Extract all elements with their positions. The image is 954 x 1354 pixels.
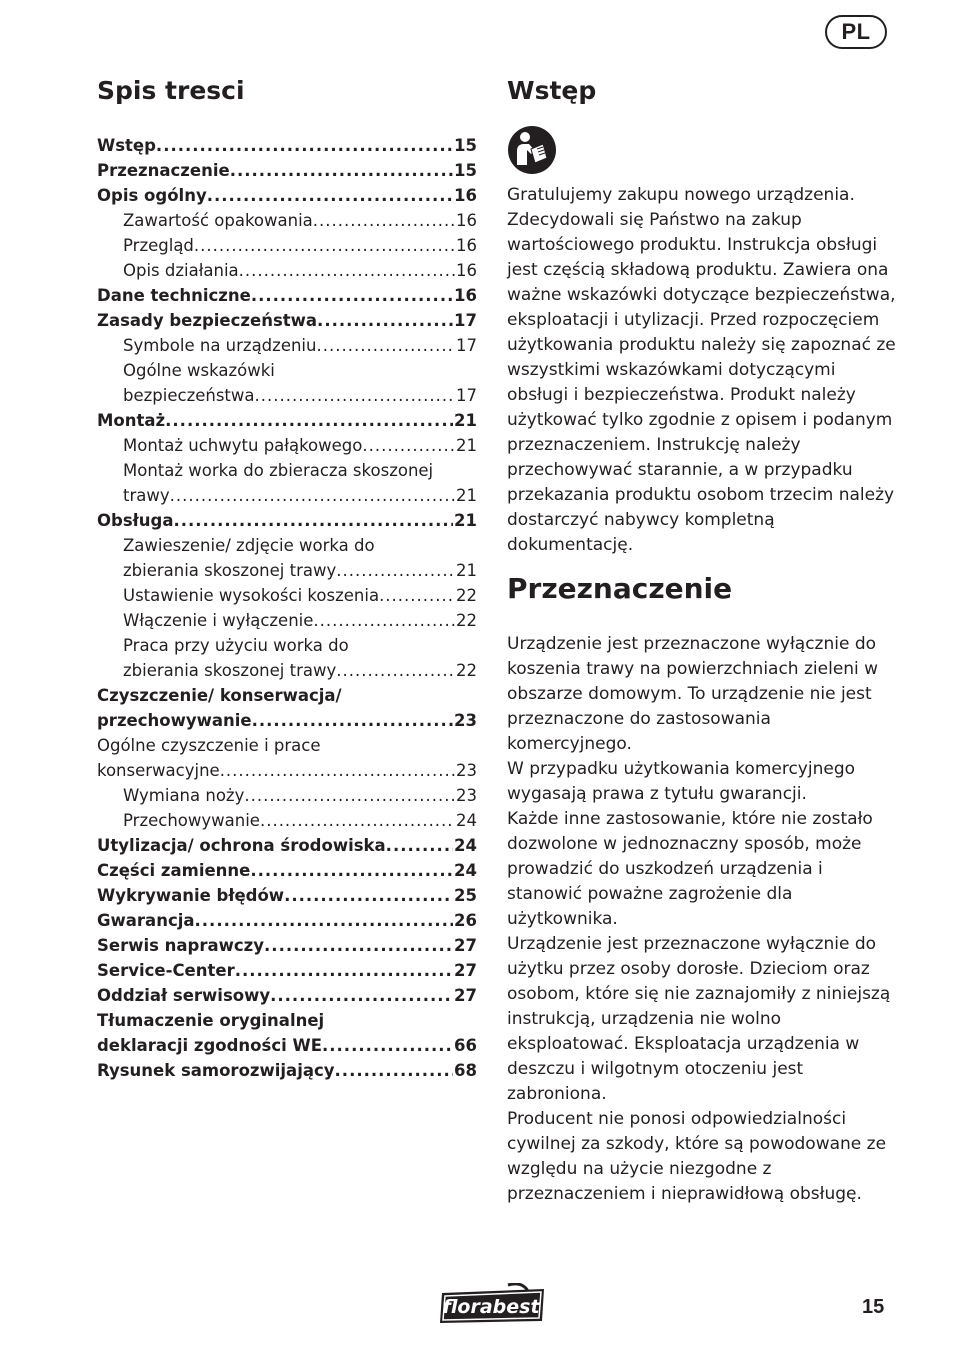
toc-entry-page: 24: [454, 861, 477, 880]
toc-entry-label: Montaż uchwytu pałąkowego: [123, 436, 363, 455]
toc-entry-label: Wymiana noży: [123, 786, 245, 805]
toc-entry-page: 21: [456, 561, 477, 580]
toc-leader-dots: [386, 833, 453, 858]
toc-leader-dots: [244, 783, 455, 808]
toc-entry-label: Tłumaczenie oryginalnej: [97, 1011, 325, 1030]
toc-leader-dots: [251, 283, 453, 308]
toc-title: Spis tresci: [97, 76, 245, 105]
toc-entry: [97, 508, 477, 533]
toc-entry-page: 21: [456, 436, 477, 455]
toc-entry-label: Ogólne wskazówki: [123, 361, 275, 380]
toc-entry-label: Włączenie i wyłączenie: [123, 611, 314, 630]
toc-leader-dots: [239, 258, 455, 283]
toc-leader-dots: [250, 858, 453, 883]
toc-leader-dots: [260, 808, 455, 833]
toc-entry: [97, 333, 477, 358]
toc-leader-dots: [264, 933, 453, 958]
table-of-contents: [97, 133, 477, 1083]
toc-entry-page: 21: [454, 511, 477, 530]
toc-entry-label: trawy: [123, 486, 170, 505]
toc-leader-dots: [235, 958, 453, 983]
toc-entry-label: Praca przy użyciu worka do: [123, 636, 349, 655]
read-manual-icon: [507, 125, 557, 175]
toc-entry: [97, 583, 477, 608]
toc-leader-dots: [173, 508, 453, 533]
toc-entry-page: 26: [454, 911, 477, 930]
purpose-paragraph: Urządzenie jest przeznaczone wyłącznie do użytku przez osoby dorosłe. Dzieciom oraz osobom, które się nie zaznajomiły z niniejszą instrukcją, urządzenia nie wolno eksploatować. Eksploatacja urządzenia w deszczu i wilgotnym otoczeniu jest zabroniona.: [507, 934, 891, 1104]
toc-entry-label: zbierania skoszonej trawy: [123, 661, 337, 680]
toc-entry: [97, 433, 477, 458]
intro-title: Wstęp: [507, 76, 597, 105]
toc-leader-dots: [335, 1058, 454, 1083]
toc-entry-page: 17: [456, 336, 477, 355]
toc-entry-label: Ustawienie wysokości koszenia: [123, 586, 380, 605]
toc-entry-page: 68: [454, 1061, 477, 1080]
toc-entry-page: 23: [456, 786, 477, 805]
toc-entry-label: Dane techniczne: [97, 286, 251, 305]
toc-entry: [97, 308, 477, 333]
toc-entry-label: Symbole na urządzeniu: [123, 336, 317, 355]
toc-entry: [97, 658, 477, 683]
toc-entry-label: Wstęp: [97, 136, 156, 155]
toc-entry: [97, 683, 477, 708]
toc-entry-page: 16: [456, 211, 477, 230]
toc-entry-label: Opis działania: [123, 261, 239, 280]
toc-entry: [97, 908, 477, 933]
toc-entry: [97, 983, 477, 1008]
toc-entry: [97, 1058, 477, 1083]
toc-entry-page: 27: [454, 961, 477, 980]
toc-entry: [97, 283, 477, 308]
toc-entry-page: 15: [454, 136, 477, 155]
toc-entry-page: 17: [454, 311, 477, 330]
toc-entry-label: Serwis naprawczy: [97, 936, 265, 955]
toc-leader-dots: [156, 133, 453, 158]
toc-leader-dots: [207, 183, 453, 208]
purpose-title: Przeznaczenie: [507, 572, 733, 605]
toc-entry-label: Gwarancja: [97, 911, 195, 930]
toc-entry: [97, 133, 477, 158]
toc-entry-label: Utylizacja/ ochrona środowiska: [97, 836, 386, 855]
toc-entry: [97, 883, 477, 908]
toc-entry-label: bezpieczeństwa: [123, 386, 255, 405]
toc-entry-page: 24: [456, 811, 477, 830]
toc-entry-page: 16: [454, 186, 477, 205]
toc-entry-page: 22: [456, 661, 477, 680]
toc-entry: [97, 483, 477, 508]
toc-entry-page: 16: [454, 286, 477, 305]
toc-entry: [97, 158, 477, 183]
toc-entry: [97, 733, 477, 758]
toc-entry-page: 22: [456, 586, 477, 605]
toc-entry-page: 17: [456, 386, 477, 405]
toc-leader-dots: [313, 608, 455, 633]
toc-entry: [97, 783, 477, 808]
toc-entry-label: Zasady bezpieczeństwa: [97, 311, 318, 330]
toc-entry-label: Obsługa: [97, 511, 174, 530]
toc-entry: [97, 258, 477, 283]
purpose-paragraph: Producent nie ponosi odpowiedzialności cywilnej za szkody, które są powodowane ze względu na użycie niezgodne z przeznaczeniem i nieprawidłową obsługę.: [507, 1109, 887, 1204]
toc-entry-label: konserwacyjne: [97, 761, 220, 780]
svg-text:florabest: florabest: [442, 1296, 540, 1318]
toc-entry-label: Przeznaczenie: [97, 161, 230, 180]
toc-entry-label: Rysunek samorozwijający: [97, 1061, 335, 1080]
toc-entry: [97, 558, 477, 583]
toc-entry-page: 25: [454, 886, 477, 905]
toc-entry-label: Zawartość opakowania: [123, 211, 313, 230]
toc-entry: [97, 758, 477, 783]
toc-entry-page: 16: [456, 236, 477, 255]
toc-leader-dots: [362, 433, 455, 458]
toc-entry-label: deklaracji zgodności WE: [97, 1036, 322, 1055]
toc-entry: [97, 233, 477, 258]
toc-entry-page: 15: [454, 161, 477, 180]
toc-leader-dots: [230, 158, 453, 183]
toc-entry-label: zbierania skoszonej trawy: [123, 561, 337, 580]
toc-entry: [97, 358, 477, 383]
toc-entry: [97, 458, 477, 483]
toc-entry-page: 24: [454, 836, 477, 855]
toc-entry: [97, 958, 477, 983]
toc-leader-dots: [220, 758, 455, 783]
purpose-paragraph: Każde inne zastosowanie, które nie zostało dozwolone w jednoznaczny sposób, może prowadzić do uszkodzeń urządzenia i stanowić poważne zagrożenie dla użytkownika.: [507, 809, 873, 929]
toc-entry-label: Czyszczenie/ konserwacja/: [97, 686, 342, 705]
florabest-logo: [438, 1283, 548, 1325]
toc-leader-dots: [270, 983, 453, 1008]
toc-leader-dots: [252, 708, 453, 733]
toc-entry: [97, 708, 477, 733]
toc-entry-label: Service-Center: [97, 961, 235, 980]
toc-entry-label: Ogólne czyszczenie i prace: [97, 736, 321, 755]
purpose-paragraph: W przypadku użytkowania komercyjnego wygasają prawa z tytułu gwarancji.: [507, 759, 856, 804]
toc-leader-dots: [322, 1033, 453, 1058]
toc-entry-label: Montaż worka do zbieracza skoszonej: [123, 461, 434, 480]
toc-leader-dots: [165, 408, 453, 433]
page-number: 15: [862, 1296, 885, 1318]
toc-entry: [97, 933, 477, 958]
toc-entry-page: 27: [454, 936, 477, 955]
toc-entry: [97, 1033, 477, 1058]
toc-entry-page: 16: [456, 261, 477, 280]
toc-entry: [97, 408, 477, 433]
toc-leader-dots: [379, 583, 455, 608]
toc-leader-dots: [170, 483, 455, 508]
toc-leader-dots: [313, 208, 455, 233]
toc-entry-label: przechowywanie: [97, 711, 252, 730]
toc-entry: [97, 383, 477, 408]
toc-leader-dots: [317, 308, 453, 333]
toc-entry-label: Oddział serwisowy: [97, 986, 271, 1005]
toc-leader-dots: [336, 558, 455, 583]
toc-entry: [97, 858, 477, 883]
toc-entry-page: 23: [456, 761, 477, 780]
toc-entry: [97, 808, 477, 833]
purpose-paragraph: Urządzenie jest przeznaczone wyłącznie do koszenia trawy na powierzchniach zieleni w obszarze domowym. To urządzenie nie jest przeznaczone do zastosowania komercyjnego.: [507, 634, 879, 754]
language-badge: PL: [825, 15, 887, 49]
toc-leader-dots: [195, 908, 454, 933]
toc-entry: [97, 1008, 477, 1033]
toc-entry-label: Opis ogólny: [97, 186, 207, 205]
toc-entry-page: 21: [454, 411, 477, 430]
intro-text: [507, 183, 897, 558]
toc-leader-dots: [284, 883, 453, 908]
toc-entry: [97, 533, 477, 558]
toc-leader-dots: [336, 658, 455, 683]
toc-leader-dots: [316, 333, 455, 358]
intro-paragraph: Gratulujemy zakupu nowego urządzenia. Zdecydowali się Państwo na zakup wartościowego produktu. Instrukcja obsługi jest częścią składową produktu. Zawiera ona ważne wskazówki dotyczące bezpieczeństwa, eksploatacji i utylizacji. Przed rozpoczęciem użytkowania produktu należy się zapoznać ze wszystkimi wskazówkami dotyczącymi obsługi i bezpieczeństwa. Produkt należy użytkować tylko zgodnie z opisem i podanym przeznaczeniem. Instrukcję należy przechowywać starannie, a w przypadku przekazania produktu osobom trzecim należy dostarczyć nabywcy kompletną dokumentację.: [507, 185, 896, 555]
toc-leader-dots: [255, 383, 455, 408]
toc-entry-page: 27: [454, 986, 477, 1005]
toc-entry-label: Przechowywanie: [123, 811, 260, 830]
toc-entry-label: Przegląd: [123, 236, 194, 255]
toc-entry: [97, 833, 477, 858]
toc-leader-dots: [194, 233, 455, 258]
purpose-text: [507, 632, 897, 1207]
toc-entry: [97, 208, 477, 233]
toc-entry: [97, 608, 477, 633]
toc-entry-label: Zawieszenie/ zdjęcie worka do: [123, 536, 375, 555]
toc-entry-label: Części zamienne: [97, 861, 251, 880]
toc-entry-page: 21: [456, 486, 477, 505]
toc-entry-page: 22: [456, 611, 477, 630]
toc-entry-page: 23: [454, 711, 477, 730]
toc-entry: [97, 633, 477, 658]
toc-entry-page: 66: [454, 1036, 477, 1055]
toc-entry: [97, 183, 477, 208]
toc-entry-label: Wykrywanie błędów: [97, 886, 285, 905]
toc-entry-label: Montaż: [97, 411, 166, 430]
